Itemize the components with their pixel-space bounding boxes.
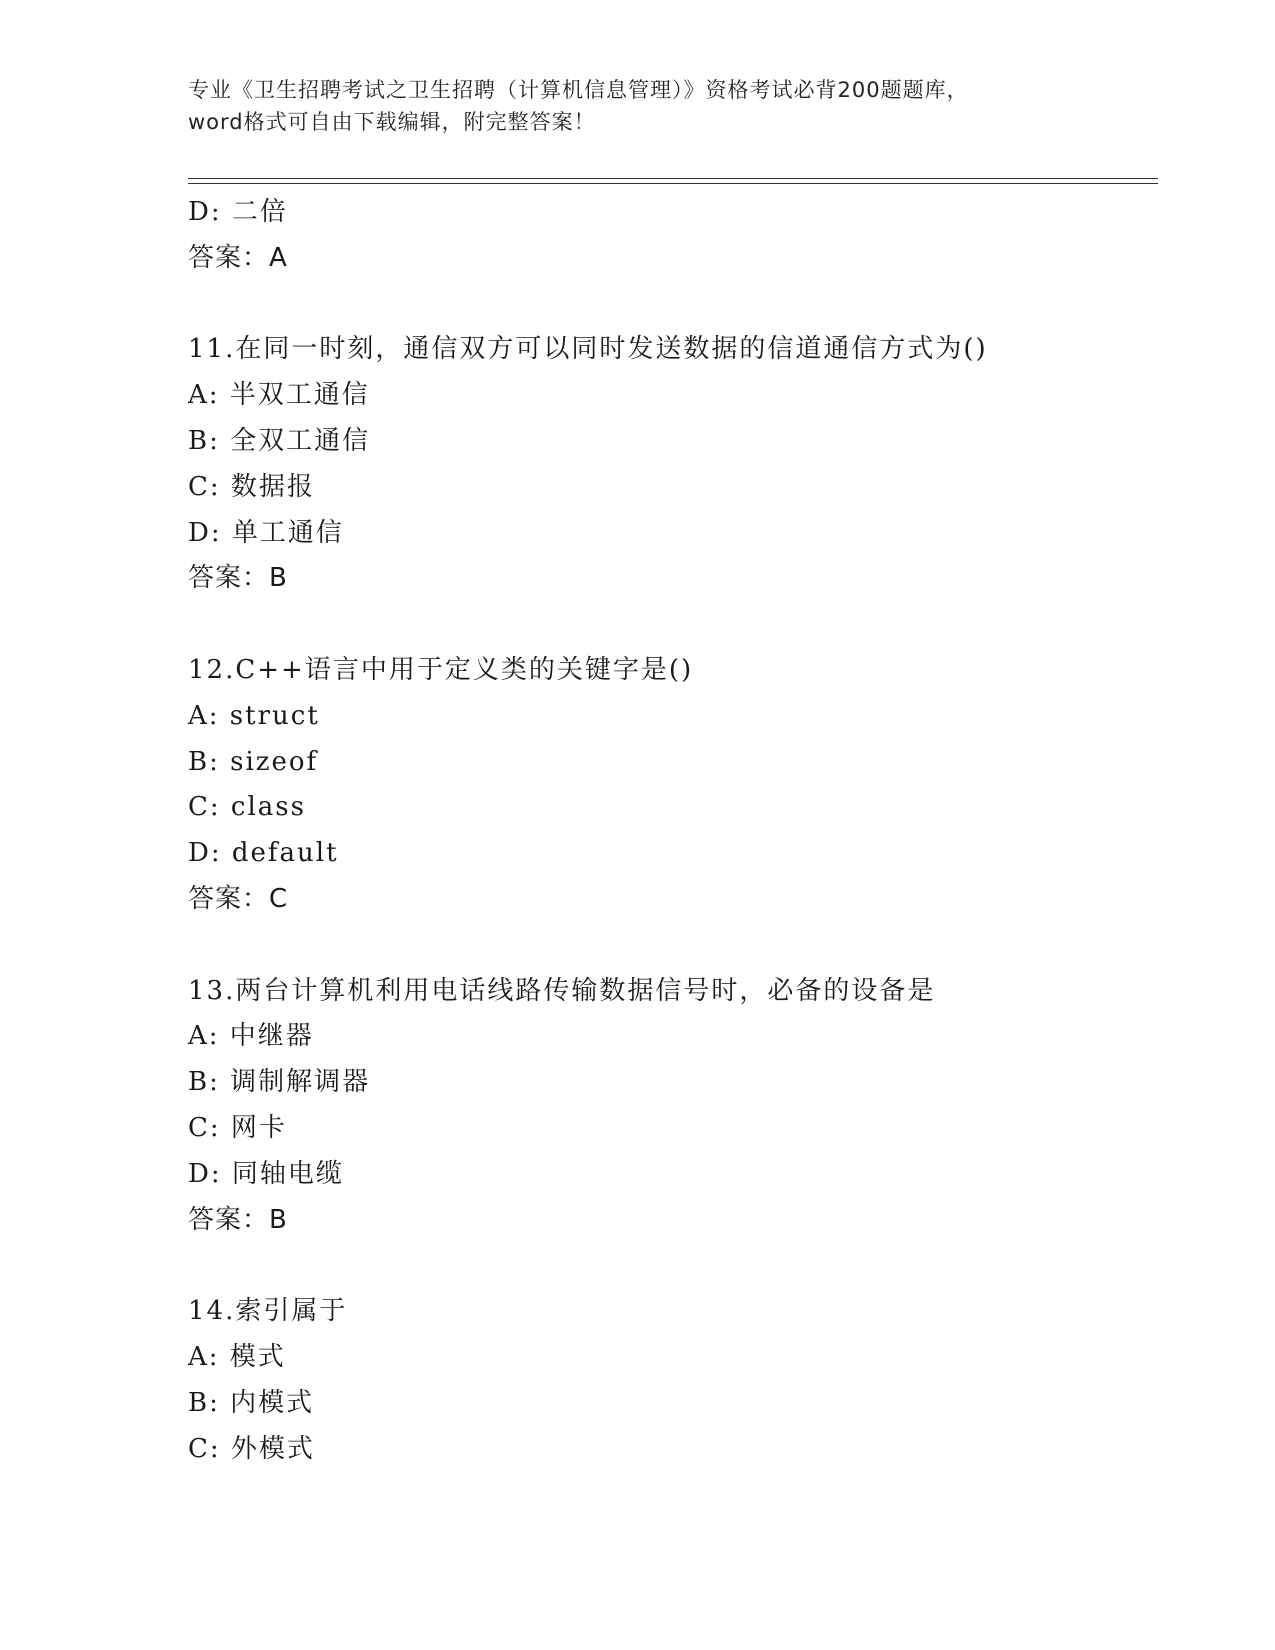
answer-line: 答案：B [188,1204,288,1235]
question-list [188,190,1148,1472]
option-b: B: 调制解调器 [188,1067,371,1098]
option-c: C: class [188,792,306,823]
option-d: D: 二倍 [188,197,288,227]
spacer [188,1243,1148,1289]
option-d: D: 同轴电缆 [188,1158,344,1189]
option-c: C: 数据报 [188,471,315,502]
option-c: C: 外模式 [188,1433,315,1464]
question-stem: 13.两台计算机利用电话线路传输数据信号时，必备的设备是 [188,975,936,1006]
header-line-1: 专业《卫生招聘考试之卫生招聘（计算机信息管理）》资格考试必背200题题库， [188,78,969,102]
spacer [188,923,1148,969]
document-header [188,74,1088,138]
header-divider-bottom [188,183,1158,184]
header-divider-top [188,178,1158,179]
option-a: A: 半双工通信 [188,380,370,411]
answer-line: 答案：C [188,883,289,914]
spacer [188,602,1148,648]
question-stem: 11.在同一时刻，通信双方可以同时发送数据的信道通信方式为() [188,334,988,365]
question-13 [188,969,1148,1244]
question-11 [188,327,1148,602]
option-b: B: 全双工通信 [188,425,371,456]
option-d: D: 单工通信 [188,517,344,548]
option-c: C: 网卡 [188,1112,287,1143]
option-b: B: 内模式 [188,1387,315,1418]
option-d: D: default [188,838,339,869]
spacer [188,282,1148,328]
option-a: A: 中继器 [188,1021,314,1052]
option-b: B: sizeof [188,746,319,777]
option-a: A: struct [188,700,320,731]
prev-question-tail [188,190,1148,282]
question-stem: 14.索引属于 [188,1296,348,1327]
question-stem: 12.C++语言中用于定义类的关键字是() [188,654,694,685]
answer-line: 答案：A [188,242,288,273]
question-12 [188,648,1148,923]
question-14 [188,1289,1148,1472]
header-line-2: word格式可自由下载编辑，附完整答案！ [188,110,596,134]
option-a: A: 模式 [188,1341,286,1372]
answer-line: 答案：B [188,563,288,594]
